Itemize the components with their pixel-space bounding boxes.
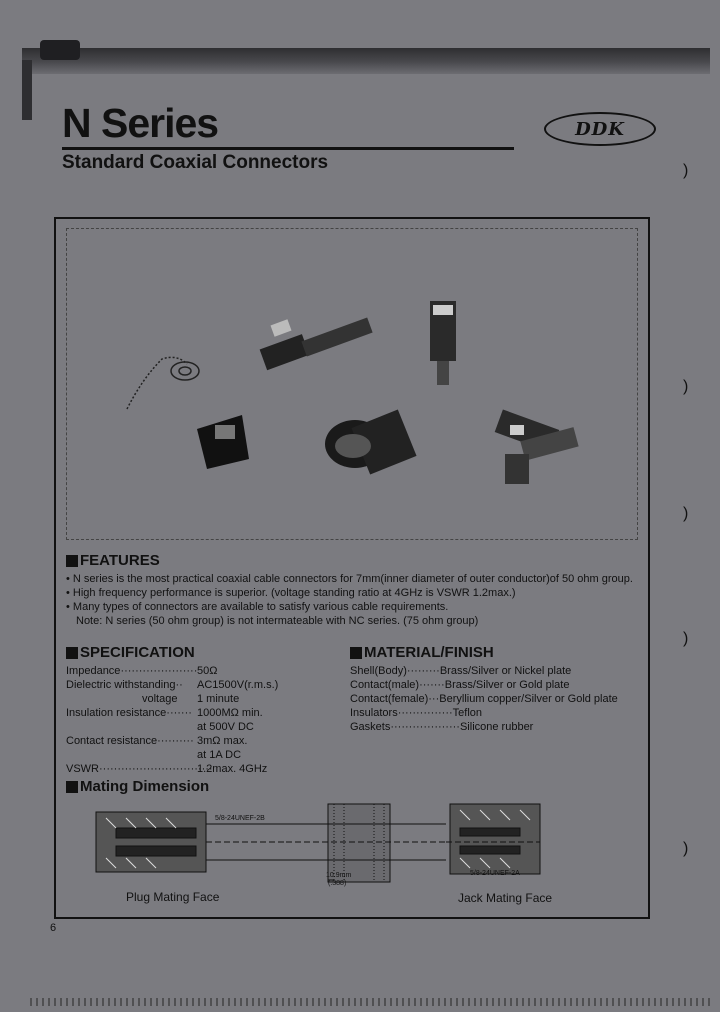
spec-row [66,735,194,747]
panel-jack-image [430,301,456,385]
spec-dots: ······· [166,707,192,719]
material-row [350,707,482,719]
jack-thread-label: 5/8-24UNEF-2A [470,870,520,877]
header-side-bar [22,60,32,120]
margin-mark: ) [683,840,689,857]
margin-mark: ) [683,505,689,522]
flange-jack-image [197,415,249,469]
spec-row [66,707,192,719]
title-underline [62,147,514,150]
spec-row [66,763,213,775]
spec-value: at 1A DC [197,749,242,761]
heading-bullet [66,555,78,567]
material-row [350,679,569,691]
material-dots: ··············· [397,707,453,719]
plug-caption: Plug Mating Face [126,890,220,904]
feature-item: • High frequency performance is superior. (voltage standing ratio at 4GHz is VSWR 1.2max.) [66,587,516,599]
margin-mark: ) [683,630,689,647]
feature-note: Note: N series (50 ohm group) is not intermateable with NC series. (75 ohm group) [76,615,479,627]
material-label: Contact(male) [350,679,420,691]
spec-value: 50Ω [197,665,218,677]
spec-label: VSWR [66,763,99,775]
material-heading [350,644,494,661]
material-value: Silicone rubber [459,721,534,733]
spec-label: Contact resistance [66,735,158,747]
spec-dots: ····················· [120,665,198,677]
spec-value: 1000MΩ min. [197,707,263,719]
chain-cap-image [127,357,199,409]
spec-value: 3mΩ max. [197,735,248,747]
dimension-in-label: (.388) [328,880,347,887]
coupling-nut-drawing [286,804,446,882]
mating-heading-text: Mating Dimension [80,778,210,795]
mating-heading [66,778,209,795]
page-title: N Series [62,100,219,146]
spec-label: Dielectric withstanding [66,679,176,691]
material-value: Brass/Silver or Gold plate [444,679,570,691]
spec-value: AC1500V(r.m.s.) [197,679,279,691]
page-subtitle: Standard Coaxial Connectors [62,152,329,173]
spec-value: 1.2max. 4GHz [197,763,268,775]
heading-bullet [66,647,78,659]
margin-mark: ) [683,162,689,179]
connectors-image [67,229,637,539]
dimension-mm-label: 10.9mm [326,872,352,879]
material-dots: ········· [406,665,440,677]
feature-item: • Many types of connectors are available to satisfy various cable requirements. [66,601,449,613]
heading-bullet [350,647,362,659]
logo-text: DDK [575,118,625,140]
material-heading-text: MATERIAL/FINISH [364,644,494,661]
scan-artifact [40,40,80,60]
mating-diagram [66,798,642,888]
material-value: Teflon [452,707,483,719]
material-dots: ······· [419,679,445,691]
spec-dots: ······························· [99,763,213,775]
plug-thread-label: 5/8-24UNEF-2B [215,815,265,822]
features-heading-text: FEATURES [80,552,160,569]
material-value: Brass/Silver or Nickel plate [439,665,572,677]
spec-dots: ·· [175,679,183,691]
material-value: Beryllium copper/Silver or Gold plate [439,693,618,705]
material-row [350,693,618,705]
features-list [66,572,642,628]
spec-row [66,679,183,691]
tee-adapter-image [495,409,579,484]
cable-plug-image [260,318,373,371]
material-dots: ··· [428,693,440,705]
spec-value: 1 minute [197,693,240,705]
spec-dots: ·········· [157,735,194,747]
material-label: Shell(Body) [350,665,407,677]
material-label: Insulators [350,707,398,719]
jack-caption: Jack Mating Face [458,891,553,905]
material-label: Gaskets [350,721,391,733]
margin-mark: ) [683,378,689,395]
scan-noise [30,998,710,1006]
specification-heading [66,644,195,661]
spec-label: Insulation resistance [66,707,167,719]
material-label: Contact(female) [350,693,429,705]
heading-bullet [66,781,78,793]
material-row [350,665,571,677]
header-bar [22,48,710,74]
spec-row [66,665,197,677]
spec-label: voltage [142,693,178,705]
straight-plug-image [325,409,417,474]
material-dots: ··················· [390,721,460,733]
spec-label: Impedance [66,665,121,677]
specification-heading-text: SPECIFICATION [80,644,195,661]
page-number: 6 [50,922,57,934]
material-row [350,721,533,733]
jack-face-drawing [446,804,540,874]
features-heading [66,552,160,569]
product-photo [66,228,638,540]
feature-item: • N series is the most practical coaxial cable connectors for 7mm(inner diameter of outer conductor)of 50 ohm group. [66,573,633,585]
ddk-logo [544,112,656,146]
spec-value: at 500V DC [197,721,254,733]
